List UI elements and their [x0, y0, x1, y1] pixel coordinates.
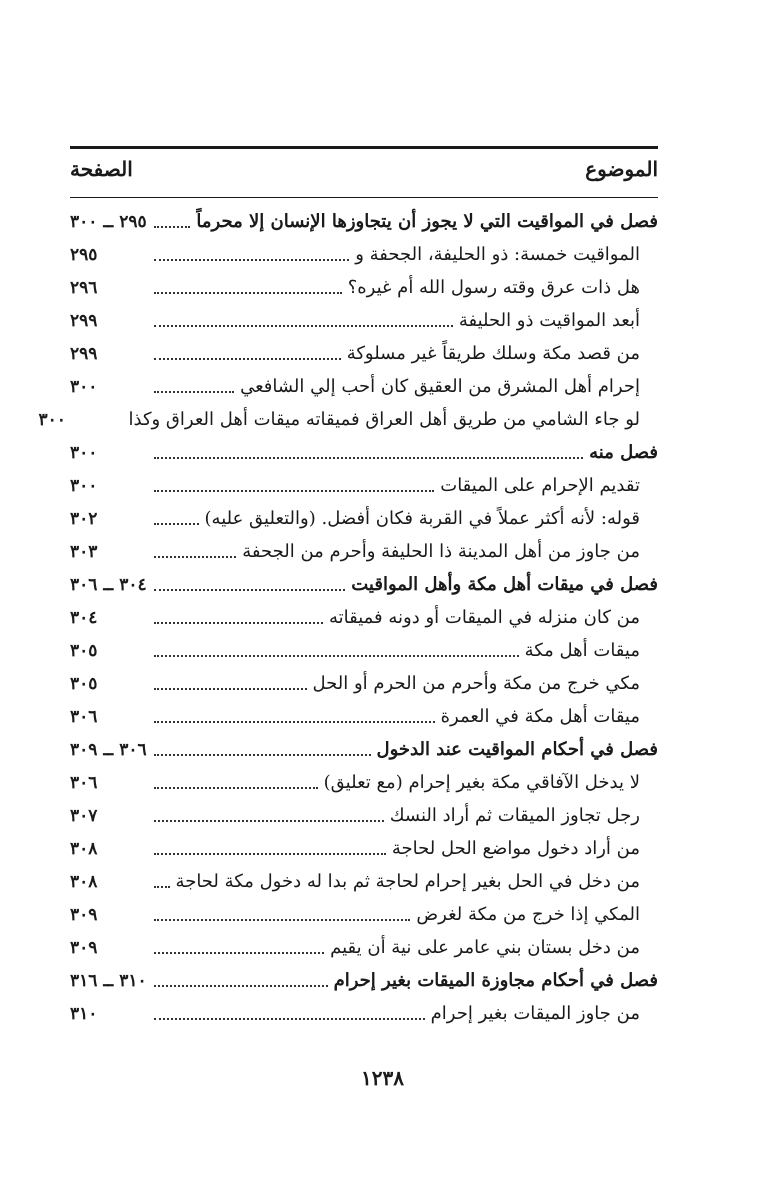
- toc-entry-row: [70, 535, 658, 568]
- toc-entry-title: لو جاء الشامي من طريق أهل العراق فميقاته ميقات أهل العراق وكذا: [128, 409, 640, 430]
- toc-entry-title: تقديم الإحرام على الميقات: [440, 475, 640, 496]
- dot-leader: [154, 918, 410, 921]
- dot-leader: [154, 456, 583, 459]
- toc-entry-title: إحرام أهل المشرق من العقيق كان أحب إلي الشافعي: [240, 376, 640, 397]
- toc-entry-page: ٣٠٠: [70, 442, 98, 463]
- toc-entry-page: ٣٠٦ ــ ٣٠٩: [70, 739, 147, 760]
- toc-entry-row: [70, 469, 658, 502]
- toc-entry-row: [70, 667, 658, 700]
- toc-entry-title: المكي إذا خرج من مكة لغرض: [416, 904, 640, 925]
- toc-entry-row: [70, 634, 658, 667]
- toc-entry-title: ميقات أهل مكة في العمرة: [440, 706, 640, 727]
- toc-entry-title: هل ذات عرق وقته رسول الله أم غيره؟: [347, 277, 640, 298]
- toc-entry-page: ٣٠٤ ــ ٣٠٦: [70, 574, 147, 595]
- toc-entry-row: [38, 403, 658, 436]
- toc-entry-title: من جاوز من أهل المدينة ذا الحليفة وأحرم من الجحفة: [242, 541, 640, 562]
- toc-entry-page: ٣٠٣: [70, 541, 98, 562]
- toc-entry-title: ميقات أهل مكة: [524, 640, 640, 661]
- dot-leader: [154, 819, 384, 822]
- toc-entry-page: ٣٠٠: [70, 475, 98, 496]
- toc-entry-row: [70, 766, 658, 799]
- toc-entry-title: من أراد دخول مواضع الحل لحاجة: [391, 838, 640, 859]
- page-column-label: الصفحة: [70, 157, 133, 181]
- toc-entry-page: ٣٠٢: [70, 508, 98, 529]
- toc-entry-title: مكي خرج من مكة وأحرم من الحرم أو الحل: [312, 673, 640, 694]
- toc-section-row: [70, 205, 658, 238]
- toc-entry-page: ٣١٠: [70, 1003, 98, 1024]
- toc-section-row: [70, 436, 658, 469]
- dot-leader: [154, 951, 324, 954]
- toc-section-row: [70, 733, 658, 766]
- toc-entry-row: [70, 238, 658, 271]
- toc-entry-page: ٣٠٨: [70, 871, 98, 892]
- toc-header: [70, 146, 658, 198]
- toc-entry-title: فصل في المواقيت التي لا يجوز أن يتجاوزها الإنسان إلا محرماً: [196, 211, 658, 232]
- toc-entry-title: من قصد مكة وسلك طريقاً غير مسلوكة: [346, 343, 640, 364]
- toc-entry-title: رجل تجاوز الميقات ثم أراد النسك: [389, 805, 640, 826]
- dot-leader: [154, 687, 307, 690]
- dot-leader: [154, 225, 190, 228]
- toc-entry-page: ٢٩٥: [70, 244, 98, 265]
- toc-entry-page: ٣٠٠: [70, 376, 98, 397]
- toc-entry-page: ٣٠٨: [70, 838, 98, 859]
- toc-entry-title: من كان منزله في الميقات أو دونه فميقاته: [328, 607, 640, 628]
- dot-leader: [154, 753, 371, 756]
- toc-section-row: [70, 964, 658, 997]
- toc-entry-title: من دخل بستان بني عامر على نية أن يقيم: [330, 937, 640, 958]
- toc-entry-row: [70, 370, 658, 403]
- dot-leader: [154, 1017, 425, 1020]
- dot-leader: [154, 720, 435, 723]
- toc-entry-title: فصل في أحكام مجاوزة الميقات بغير إحرام: [333, 970, 658, 991]
- toc-entry-page: ٢٩٥ ــ ٣٠٠: [70, 211, 147, 232]
- toc-entry-row: [70, 931, 658, 964]
- toc-entry-row: [70, 865, 658, 898]
- toc-entry-row: [70, 898, 658, 931]
- dot-leader: [154, 654, 519, 657]
- toc-entry-title: قوله: لأنه أكثر عملاً في القربة فكان أفضل. (والتعليق عليه): [204, 508, 640, 529]
- toc-entry-row: [70, 271, 658, 304]
- toc-entry-title: من دخل في الحل بغير إحرام لحاجة ثم بدا له دخول مكة لحاجة: [175, 871, 640, 892]
- toc-entry-page: ٣٠٤: [70, 607, 98, 628]
- toc-entry-page: ٢٩٦: [70, 277, 98, 298]
- dot-leader: [154, 390, 234, 393]
- toc-entry-page: ٣٠٩: [70, 937, 98, 958]
- dot-leader: [154, 489, 434, 492]
- toc-entry-row: [70, 997, 658, 1030]
- toc-entry-page: ٣٠٩: [70, 904, 98, 925]
- dot-leader: [154, 555, 236, 558]
- toc-entry-row: [70, 304, 658, 337]
- toc-entry-page: ٢٩٩: [70, 310, 98, 331]
- toc-entry-page: ٣٠٠: [38, 409, 66, 430]
- dot-leader: [154, 885, 170, 888]
- toc-entry-title: من جاوز الميقات بغير إحرام: [430, 1003, 640, 1024]
- toc-entry-row: [70, 337, 658, 370]
- toc-section-row: [70, 568, 658, 601]
- dot-leader: [154, 258, 349, 261]
- toc-entry-title: المواقيت خمسة: ذو الحليفة، الجحفة و: [355, 244, 640, 265]
- dot-leader: [154, 984, 328, 987]
- toc-entry-title: فصل في أحكام المواقيت عند الدخول: [376, 739, 658, 760]
- dot-leader: [154, 621, 323, 624]
- toc-entry-page: ٣٠٦: [70, 706, 98, 727]
- toc-entry-page: ٣٠٦: [70, 772, 98, 793]
- toc-entry-title: فصل في ميقات أهل مكة وأهل المواقيت: [351, 574, 658, 595]
- toc-entry-row: [70, 832, 658, 865]
- toc-entry-page: ٣١٠ ــ ٣١٦: [70, 970, 147, 991]
- table-of-contents: [38, 205, 658, 1030]
- toc-entry-page: ٣٠٥: [70, 640, 98, 661]
- topic-column-label: الموضوع: [585, 157, 658, 181]
- toc-entry-row: [70, 700, 658, 733]
- page-number: ١٢٣٨: [361, 1066, 404, 1090]
- dot-leader: [154, 522, 199, 525]
- dot-leader: [154, 852, 386, 855]
- dot-leader: [154, 786, 318, 789]
- toc-entry-page: ٢٩٩: [70, 343, 98, 364]
- toc-entry-title: فصل منه: [589, 442, 658, 463]
- dot-leader: [154, 324, 453, 327]
- dot-leader: [154, 588, 345, 591]
- toc-entry-page: ٣٠٥: [70, 673, 98, 694]
- toc-entry-title: أبعد المواقيت ذو الحليفة: [458, 310, 640, 331]
- toc-entry-page: ٣٠٧: [70, 805, 98, 826]
- toc-entry-row: [70, 601, 658, 634]
- toc-entry-title: لا يدخل الآفاقي مكة بغير إحرام (مع تعليق): [323, 772, 640, 793]
- toc-entry-row: [70, 799, 658, 832]
- dot-leader: [154, 291, 342, 294]
- toc-entry-row: [70, 502, 658, 535]
- dot-leader: [154, 357, 341, 360]
